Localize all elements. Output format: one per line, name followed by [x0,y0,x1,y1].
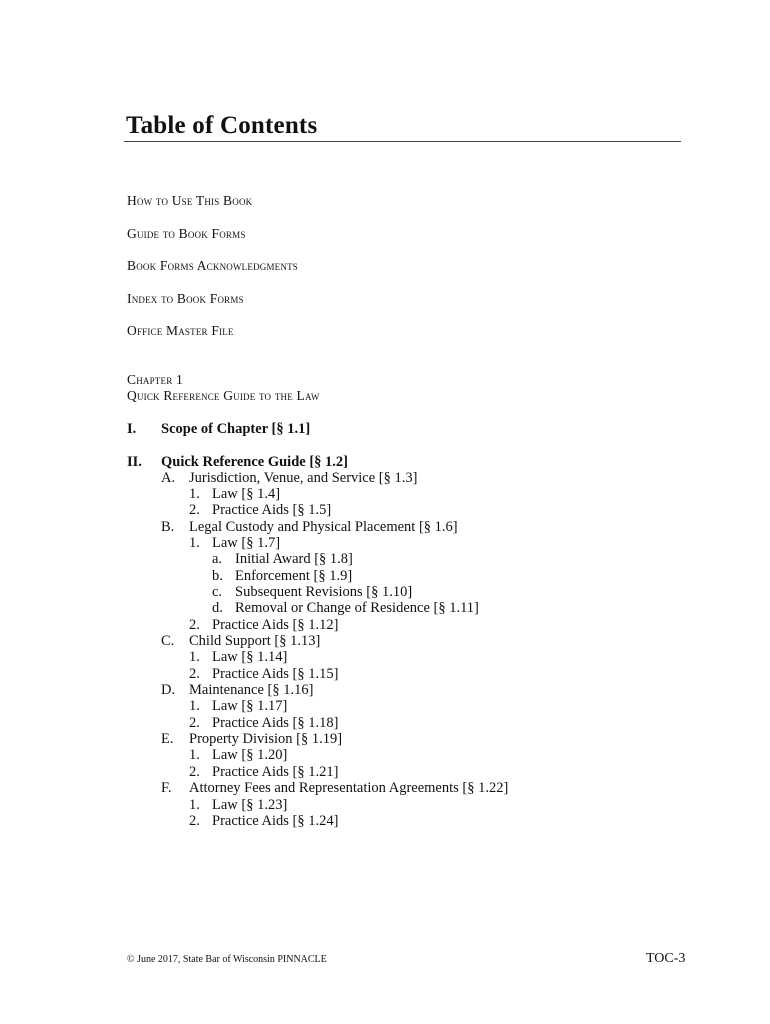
front-matter-guide-to-forms: Guide to Book Forms [127,226,246,241]
toc-entry-label: 1. [189,649,200,665]
toc-entry-text: Initial Award [§ 1.8] [235,551,353,567]
section-numeral: II. [127,454,142,470]
toc-entry-text: Law [§ 1.4] [212,486,281,502]
toc-entry-text: Practice Aids [§ 1.12] [212,617,339,633]
toc-entry-label: A. [161,470,176,486]
front-matter-office-master-file: Office Master File [127,323,234,338]
toc-entry-text: Maintenance [§ 1.16] [189,682,314,698]
toc-entry-label: E. [161,731,174,747]
toc-entry-label: B. [161,519,175,535]
title-rule [124,141,681,142]
toc-entry-label: F. [161,780,172,796]
toc-entry-text: Enforcement [§ 1.9] [235,568,353,584]
toc-entry-text: Law [§ 1.23] [212,797,288,813]
chapter-number: Chapter 1 [127,372,183,387]
section-numeral: I. [127,421,137,437]
toc-entry-text: Jurisdiction, Venue, and Service [§ 1.3] [189,470,418,486]
toc-entry-text: Law [§ 1.17] [212,698,288,714]
toc-entry-label: 2. [189,715,200,731]
toc-entry-label: 1. [189,486,200,502]
toc-entry-text: Subsequent Revisions [§ 1.10] [235,584,413,600]
toc-entry-text: Law [§ 1.14] [212,649,288,665]
toc-entry-label: 1. [189,797,200,813]
toc-entry-label: c. [212,584,223,600]
section-title: Scope of Chapter [§ 1.1] [161,421,311,437]
section-title: Quick Reference Guide [§ 1.2] [161,454,348,470]
toc-entry-label: 1. [189,698,200,714]
footer-page-number: TOC-3 [646,951,686,966]
toc-entry-label: 2. [189,764,200,780]
toc-entry-text: Law [§ 1.7] [212,535,281,551]
page-title: Table of Contents [126,112,318,139]
front-matter-how-to-use: How to Use This Book [127,193,253,208]
toc-entry-label: d. [212,600,223,616]
toc-entry-label: 1. [189,535,200,551]
toc-entry-label: C. [161,633,175,649]
toc-entry-text: Practice Aids [§ 1.5] [212,502,332,518]
toc-entry-label: 2. [189,666,200,682]
toc-entry-text: Practice Aids [§ 1.21] [212,764,339,780]
chapter-name: Quick Reference Guide to the Law [127,388,320,403]
toc-entry-label: 2. [189,502,200,518]
toc-entry-label: 2. [189,813,200,829]
toc-entry-label: D. [161,682,176,698]
toc-entry-label: b. [212,568,223,584]
toc-entry-text: Legal Custody and Physical Placement [§ 1.6] [189,519,458,535]
toc-entry-text: Child Support [§ 1.13] [189,633,321,649]
front-matter-acknowledgments: Book Forms Acknowledgments [127,258,298,273]
toc-entry-label: 1. [189,747,200,763]
footer-copyright: © June 2017, State Bar of Wisconsin PINNACLE [127,954,327,965]
toc-entry-text: Removal or Change of Residence [§ 1.11] [235,600,479,616]
toc-entry-text: Property Division [§ 1.19] [189,731,343,747]
toc-entry-label: 2. [189,617,200,633]
toc-entry-text: Law [§ 1.20] [212,747,288,763]
toc-entry-text: Practice Aids [§ 1.24] [212,813,339,829]
front-matter-index-to-forms: Index to Book Forms [127,291,244,306]
toc-entry-text: Practice Aids [§ 1.15] [212,666,339,682]
toc-entry-label: a. [212,551,223,567]
toc-entry-text: Practice Aids [§ 1.18] [212,715,339,731]
toc-entry-text: Attorney Fees and Representation Agreements [§ 1.22] [189,780,509,796]
